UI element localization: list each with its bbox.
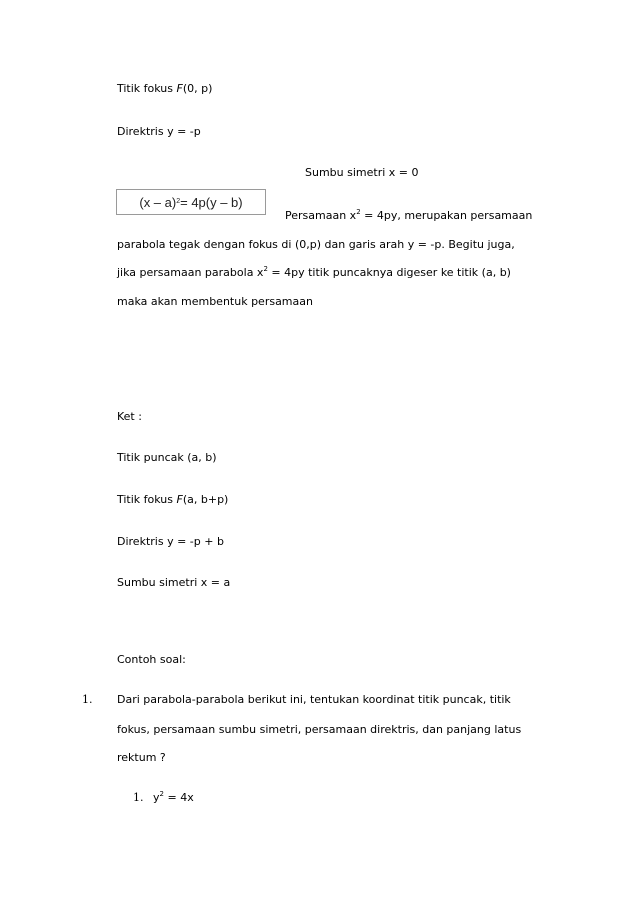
- focus2-F: F: [176, 493, 183, 506]
- paragraph-line-2: [117, 266, 511, 279]
- directrix-line: Direktris y = -p: [117, 125, 201, 138]
- exponent: 2: [356, 208, 361, 216]
- focus-label: Titik fokus: [117, 82, 177, 95]
- equation-line: [285, 209, 532, 222]
- subquestion-text-a: y: [153, 791, 160, 804]
- example-title: Contoh soal:: [117, 653, 186, 666]
- exponent: 2: [263, 265, 268, 273]
- paragraph-text-a: jika persamaan parabola x: [117, 266, 264, 279]
- exponent: 2: [159, 790, 164, 798]
- formula-right: = 4p(y – b): [180, 194, 243, 210]
- focus2-line: [117, 493, 228, 506]
- subquestion-text-b: = 4x: [163, 791, 194, 804]
- paragraph-text: parabola tegak dengan fokus di (0,p) dan garis arah y = -p. Begitu juga,: [117, 238, 515, 251]
- paragraph-line-1: [117, 238, 515, 251]
- directrix2-line: Direktris y = -p + b: [117, 535, 224, 548]
- symmetry2-line: Sumbu simetri x = a: [117, 576, 231, 589]
- ket-label: Ket :: [117, 410, 142, 423]
- formula-image: (x – a) 2 = 4p(y – b): [116, 189, 266, 215]
- formula-left: (x – a): [139, 194, 177, 210]
- focus-coords: (0, p): [182, 82, 213, 95]
- equation-text-a: Persamaan x: [285, 209, 357, 222]
- equation-text-b: = 4py, merupakan persamaan: [360, 209, 533, 222]
- question-line-1: Dari parabola-parabola berikut ini, tentukan koordinat titik puncak, titik: [117, 693, 511, 706]
- symmetry-line: Sumbu simetri x = 0: [305, 166, 419, 179]
- paragraph-line-3: maka akan membentuk persamaan: [117, 295, 313, 308]
- paragraph-text-b: = 4py titik puncaknya digeser ke titik (a, b): [267, 266, 511, 279]
- focus2-coords: (a, b+p): [182, 493, 229, 506]
- focus-F: F: [176, 82, 183, 95]
- focus2-label: Titik fokus: [117, 493, 177, 506]
- subquestion-number: 1.: [133, 791, 144, 804]
- question-line-2: fokus, persamaan sumbu simetri, persamaan direktris, dan panjang latus: [117, 723, 522, 736]
- question-line-3: rektum ?: [117, 751, 166, 764]
- question-number: 1.: [82, 693, 93, 706]
- vertex-line: Titik puncak (a, b): [117, 451, 217, 464]
- subquestion-equation: [153, 791, 194, 804]
- focus-line: [117, 82, 212, 95]
